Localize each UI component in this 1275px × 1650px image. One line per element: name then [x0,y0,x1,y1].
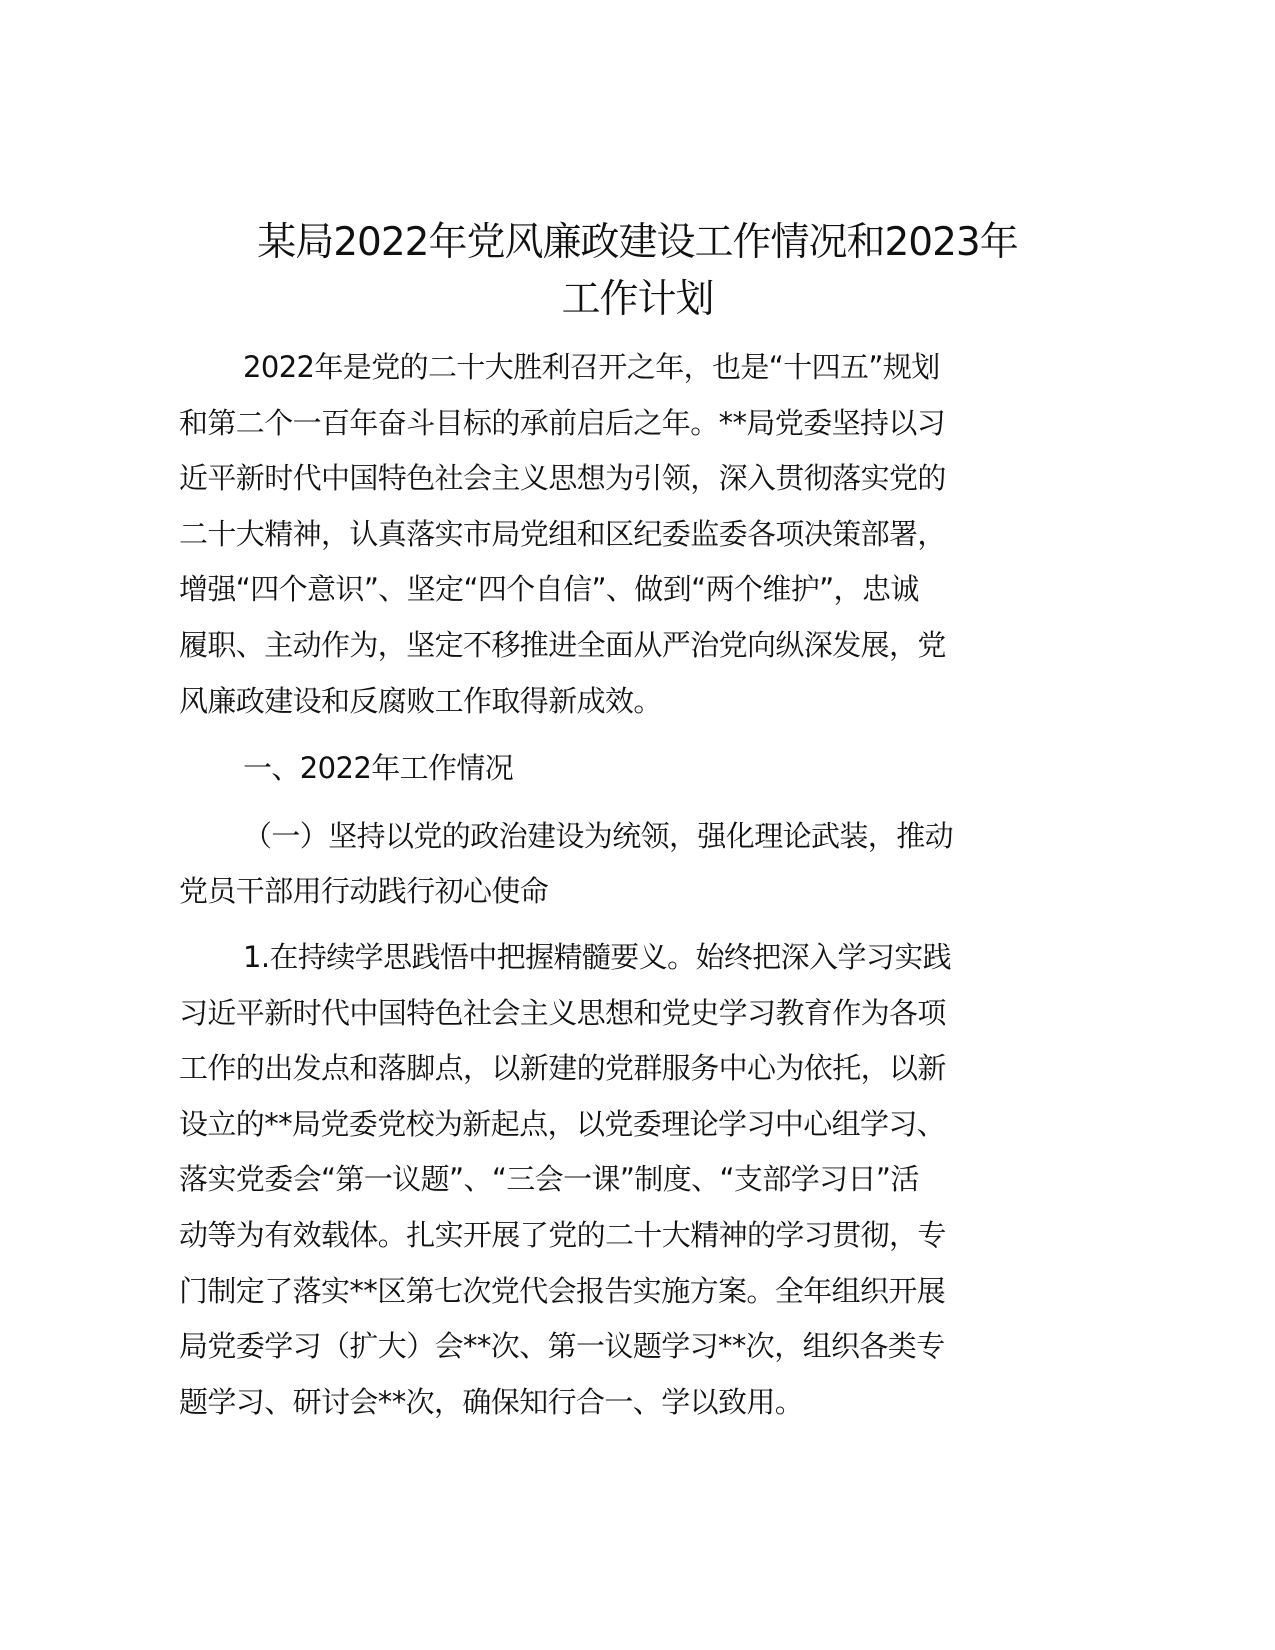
section-heading-text: 一、2022年工作情况 [243,751,514,786]
text-line: 设立的**局党委党校为新起点，以党委理论学习中心组学习、 [179,1106,946,1141]
intro-paragraph [179,340,1039,729]
text-line: 近平新时代中国特色社会主义思想为引领，深入贯彻落实党的 [179,461,946,496]
text-line: 1.在持续学思践悟中把握精髓要义。始终把深入学习实践 [243,939,952,974]
subsection-heading [179,809,1039,920]
text-line: 动等为有效载体。扎实开展了党的二十大精神的学习贯彻，专 [179,1217,946,1252]
item-paragraph [179,930,1039,1430]
section-heading [179,741,1039,797]
text-line: 增强“四个意识”、坚定“四个自信”、做到“两个维护”，忠诚 [179,572,919,607]
text-line: 局党委学习（扩大）会**次、第一议题学习**次，组织各类专 [179,1329,945,1364]
text-line: 门制定了落实**区第七次党代会报告实施方案。全年组织开展 [179,1273,946,1308]
text-line: 习近平新时代中国特色社会主义思想和党史学习教育作为各项 [179,995,946,1030]
title-line-1: 某局2022年党风廉政建设工作情况和2023年 [257,220,1018,265]
text-line: 2022年是党的二十大胜利召开之年，也是“十四五”规划 [243,350,940,384]
text-line: 党员干部用行动践行初心使命 [179,874,549,909]
text-line: 和第二个一百年奋斗目标的承前启后之年。**局党委坚持以习 [179,405,946,440]
text-line: 二十大精神，认真落实市局党组和区纪委监委各项决策部署， [179,516,946,551]
text-line: 履职、主动作为，坚定不移推进全面从严治党向纵深发展，党 [179,627,946,662]
text-line: 题学习、研讨会**次，确保知行合一、学以致用。 [179,1384,804,1419]
document-body [179,340,1039,1430]
title-line-2: 工作计划 [561,277,714,322]
document-title [150,214,1125,328]
text-line: （一）坚持以党的政治建设为统领，强化理论武装，推动 [243,818,954,853]
text-line: 工作的出发点和落脚点，以新建的党群服务中心为依托，以新 [179,1051,946,1086]
text-line: 风廉政建设和反腐败工作取得新成效。 [179,683,662,718]
text-line: 落实党委会“第一议题”、“三会一课”制度、“支部学习日”活 [179,1162,919,1197]
